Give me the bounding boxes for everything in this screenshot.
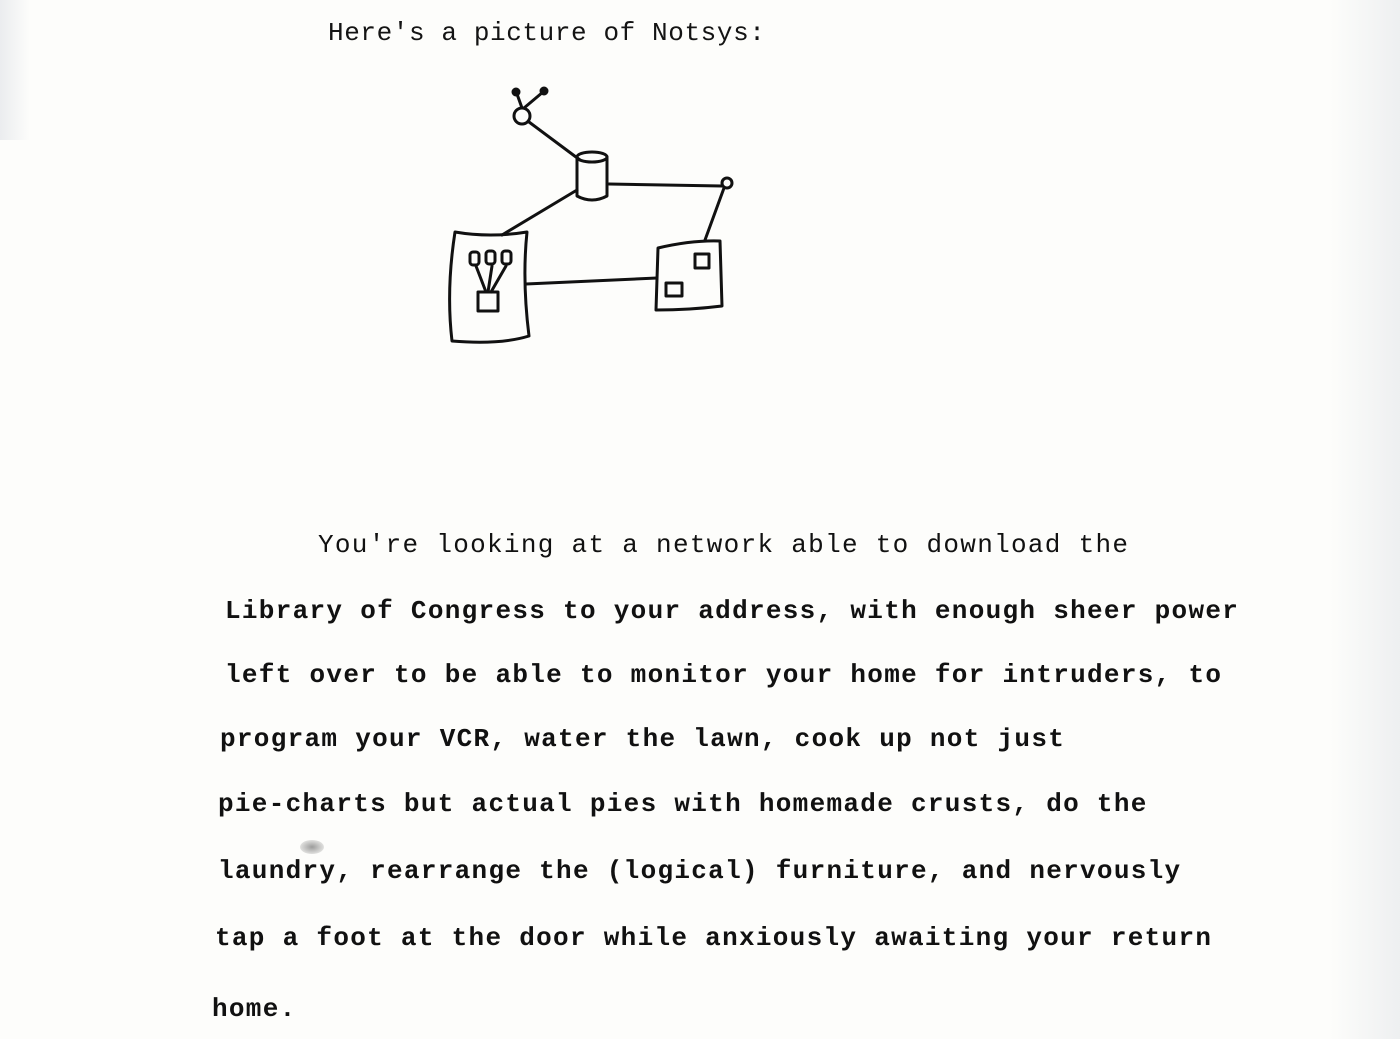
paragraph-line-7: tap a foot at the door while anxiously awaiting your return (215, 923, 1213, 953)
link-node-to-terminal (705, 188, 724, 240)
antenna-node-icon (513, 88, 580, 160)
link-workstation-to-terminal (526, 278, 657, 284)
workstation-box-icon (450, 232, 529, 342)
paper-shadow-left (0, 0, 30, 140)
paper-shadow-right (1330, 0, 1400, 1039)
cylinder-hub-icon (577, 152, 607, 200)
paragraph-line-2: Library of Congress to your address, with enough sheer power (225, 596, 1240, 626)
ink-smudge (300, 840, 324, 854)
link-hub-to-node (609, 184, 722, 186)
paragraph-line-3: left over to be able to monitor your home for intruders, to (225, 660, 1223, 690)
paragraph-line-8: home. (212, 994, 297, 1024)
terminal-box-icon (656, 241, 722, 310)
link-hub-to-workstation (502, 190, 577, 235)
notsys-network-sketch (440, 80, 740, 350)
paragraph-line-6: laundry, rearrange the (logical) furniture, and nervously (218, 856, 1182, 886)
paragraph-line-4: program your VCR, water the lawn, cook up not just (220, 724, 1066, 754)
paragraph-line-1: You're looking at a network able to download the (318, 530, 1130, 560)
figure-caption: Here's a picture of Notsys: (328, 18, 766, 48)
relay-node-icon (722, 178, 732, 188)
paragraph-line-5: pie-charts but actual pies with homemade crusts, do the (218, 789, 1148, 819)
